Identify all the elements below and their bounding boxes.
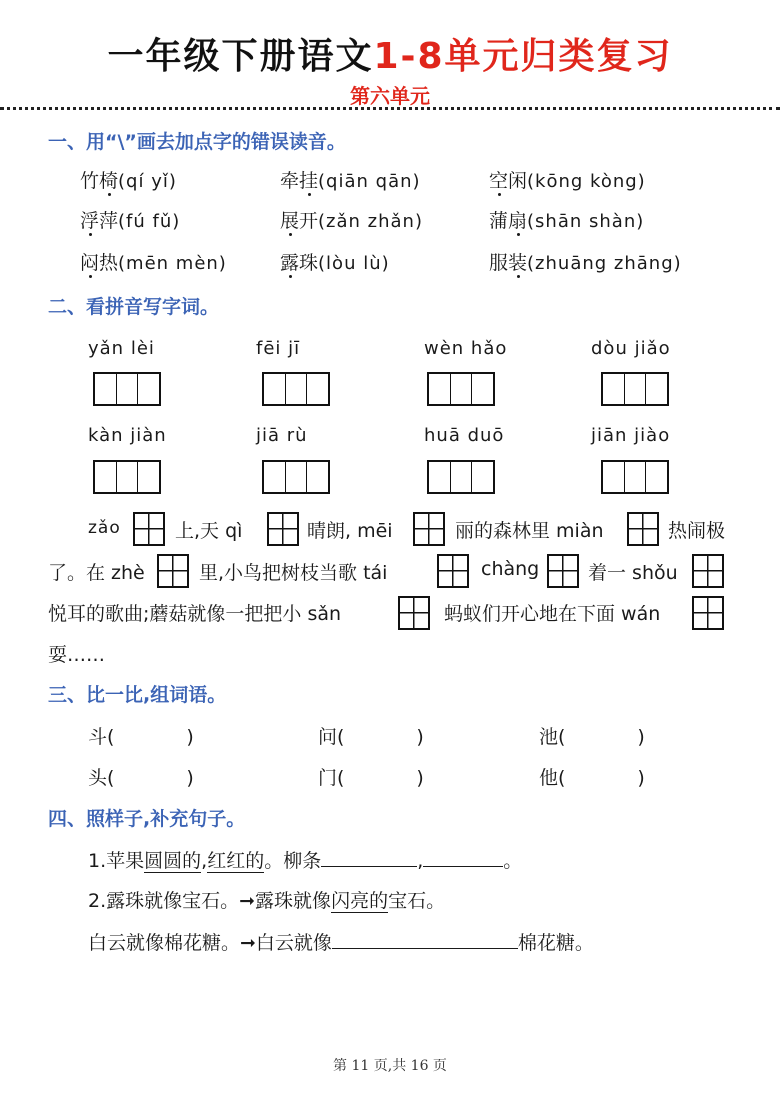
dotted-divider — [0, 107, 780, 110]
compare-word-item — [88, 722, 194, 749]
passage-text: zǎo — [88, 518, 121, 538]
grid-cell[interactable] — [264, 374, 286, 404]
close-paren: ) — [416, 767, 424, 789]
grid-cell[interactable] — [625, 374, 647, 404]
tian-grid-box[interactable] — [413, 512, 445, 546]
close-paren: ) — [186, 767, 194, 789]
dotted-char: 挂 — [299, 170, 319, 192]
grid-cell[interactable] — [117, 462, 139, 492]
word-char: 热 — [99, 252, 119, 274]
tian-grid-box[interactable] — [692, 596, 724, 630]
q1-underlined: 圆圆的 — [144, 850, 202, 872]
passage-text: chàng — [481, 558, 540, 580]
grid-cell[interactable] — [429, 374, 451, 404]
pinyin-prompt: kàn jiàn — [88, 425, 167, 446]
page-title — [0, 28, 780, 79]
passage-line-1 — [88, 516, 121, 538]
word-char: 竹 — [80, 170, 100, 192]
writing-grid[interactable] — [601, 460, 669, 494]
word-char: 萍 — [99, 210, 119, 232]
compare-word-item — [539, 722, 645, 749]
writing-grid[interactable] — [601, 372, 669, 406]
passage-text: 了。在 zhè — [48, 562, 145, 584]
pinyin-choice-item — [80, 166, 177, 193]
grid-cell[interactable] — [603, 462, 625, 492]
passage-text: 着一 shǒu — [588, 562, 678, 584]
pinyin-prompt: yǎn lèi — [88, 338, 155, 359]
passage-text: 里,小鸟把树枝当歌 tái — [199, 562, 388, 584]
title-red-part: 1-8单元归类复习 — [373, 36, 673, 77]
passage-text: 丽的森林里 miàn — [455, 520, 604, 542]
grid-cell[interactable] — [472, 462, 493, 492]
compare-char: 头( — [88, 767, 115, 789]
grid-cell[interactable] — [138, 462, 159, 492]
word-char: 蒲 — [489, 210, 509, 232]
tian-grid-box[interactable] — [133, 512, 165, 546]
grid-cell[interactable] — [472, 374, 493, 404]
dotted-char: 扇 — [508, 210, 528, 232]
tian-grid-box[interactable] — [692, 554, 724, 588]
item-word — [489, 210, 527, 232]
passage-text: 悦耳的歌曲;蘑菇就像一把把小 sǎn — [48, 603, 342, 625]
q2-text: 宝石。 — [388, 890, 446, 912]
item-word — [489, 252, 527, 274]
q1-text: 。 — [503, 850, 523, 872]
grid-cell[interactable] — [286, 374, 308, 404]
writing-grid[interactable] — [427, 372, 495, 406]
answer-blank[interactable] — [321, 848, 417, 867]
passage-text: 晴朗, mēi — [307, 520, 393, 542]
title-black-part: 一年级下册语文 — [107, 36, 374, 77]
pinyin-choice-item — [80, 248, 227, 275]
close-paren: ) — [416, 726, 424, 748]
section2-heading: 二、看拼音写字词。 — [48, 296, 220, 318]
q2-underlined: 闪亮的 — [331, 890, 389, 912]
writing-grid[interactable] — [262, 372, 330, 406]
item-pinyin-options[interactable]: (qiān qān) — [318, 171, 421, 192]
q3-text: 白云就像棉花糖。➞白云就像 — [88, 932, 332, 954]
word-char: 闲 — [508, 170, 528, 192]
pinyin-choice-item — [489, 248, 682, 275]
section3-heading: 三、比一比,组词语。 — [48, 684, 227, 706]
pinyin-prompt: wèn hǎo — [424, 338, 508, 359]
word-char: 牵 — [280, 170, 300, 192]
grid-cell[interactable] — [603, 374, 625, 404]
dotted-char: 装 — [508, 252, 528, 274]
passage-text: 上,天 qì — [175, 520, 243, 542]
writing-grid[interactable] — [93, 372, 161, 406]
page-footer: 第 11 页,共 16 页 — [333, 1058, 447, 1074]
item-word — [280, 252, 318, 274]
compare-word-item — [318, 722, 424, 749]
q1-text: , — [201, 850, 208, 872]
dotted-char: 浮 — [80, 210, 100, 232]
dotted-char: 闷 — [80, 252, 100, 274]
item-word — [489, 170, 527, 192]
pinyin-choice-item — [489, 206, 644, 233]
section4-heading: 四、照样子,补充句子。 — [48, 808, 246, 830]
tian-grid-box[interactable] — [398, 596, 430, 630]
item-pinyin-options[interactable]: (fú fǔ) — [118, 211, 181, 232]
word-char: 开 — [299, 210, 319, 232]
grid-cell[interactable] — [646, 374, 667, 404]
sentence-q2 — [88, 886, 445, 913]
pinyin-choice-item — [80, 206, 180, 233]
q1-text: 。柳条 — [264, 850, 322, 872]
grid-cell[interactable] — [451, 374, 473, 404]
q3-text: 棉花糖。 — [517, 932, 594, 954]
compare-char: 他( — [539, 767, 566, 789]
q1-text: , — [417, 850, 424, 872]
item-word — [80, 252, 118, 274]
item-word — [80, 170, 118, 192]
passage-text: 热闹极 — [668, 520, 726, 542]
item-pinyin-options[interactable]: (lòu lù) — [318, 253, 390, 274]
q1-text: 1.苹果 — [88, 850, 145, 872]
passage-text: 耍…… — [48, 644, 106, 666]
tian-grid-box[interactable] — [547, 554, 579, 588]
grid-cell[interactable] — [264, 462, 286, 492]
grid-cell[interactable] — [625, 462, 647, 492]
pinyin-prompt: jiā rù — [256, 425, 308, 446]
tian-grid-box[interactable] — [627, 512, 659, 546]
item-pinyin-options[interactable]: (zǎn zhǎn) — [318, 211, 423, 232]
grid-cell[interactable] — [307, 462, 328, 492]
item-pinyin-options[interactable]: (shān shàn) — [527, 211, 645, 232]
pinyin-prompt: jiān jiào — [591, 425, 671, 446]
tian-grid-box[interactable] — [157, 554, 189, 588]
compare-char: 问( — [318, 726, 345, 748]
writing-grid[interactable] — [427, 460, 495, 494]
grid-cell[interactable] — [451, 462, 473, 492]
item-word — [280, 170, 318, 192]
pinyin-choice-item — [280, 206, 423, 233]
q2-text: 2.露珠就像宝石。➞露珠就像 — [88, 890, 332, 912]
grid-cell[interactable] — [138, 374, 159, 404]
pinyin-choice-item — [280, 166, 421, 193]
sentence-q1 — [88, 846, 522, 873]
pinyin-choice-item — [489, 166, 646, 193]
compare-char: 斗( — [88, 726, 115, 748]
item-word — [280, 210, 318, 232]
dotted-char: 展 — [280, 210, 300, 232]
compare-word-item — [539, 763, 645, 790]
compare-char: 池( — [539, 726, 566, 748]
sentence-q3 — [88, 928, 594, 955]
pinyin-prompt: dòu jiǎo — [591, 338, 671, 359]
item-pinyin-options[interactable]: (mēn mèn) — [118, 253, 227, 274]
word-char: 珠 — [299, 252, 319, 274]
compare-char: 门( — [318, 767, 345, 789]
answer-blank[interactable] — [332, 930, 518, 949]
grid-cell[interactable] — [95, 462, 117, 492]
dotted-char: 空 — [489, 170, 509, 192]
word-char: 服 — [489, 252, 509, 274]
compare-word-item — [88, 763, 194, 790]
item-pinyin-options[interactable]: (kōng kòng) — [527, 171, 646, 192]
tian-grid-box[interactable] — [437, 554, 469, 588]
item-word — [80, 210, 118, 232]
passage-text: 蚂蚁们开心地在下面 wán — [444, 603, 661, 625]
grid-cell[interactable] — [429, 462, 451, 492]
writing-grid[interactable] — [262, 460, 330, 494]
writing-grid[interactable] — [93, 460, 161, 494]
grid-cell[interactable] — [646, 462, 667, 492]
dotted-char: 露 — [280, 252, 300, 274]
close-paren: ) — [637, 767, 645, 789]
grid-cell[interactable] — [307, 374, 328, 404]
item-pinyin-options[interactable]: (qí yǐ) — [118, 171, 177, 192]
pinyin-choice-item — [280, 248, 390, 275]
close-paren: ) — [637, 726, 645, 748]
item-pinyin-options[interactable]: (zhuāng zhāng) — [527, 253, 682, 274]
dotted-char: 椅 — [99, 170, 119, 192]
tian-grid-box[interactable] — [267, 512, 299, 546]
pinyin-prompt: fēi jī — [256, 338, 301, 359]
grid-cell[interactable] — [95, 374, 117, 404]
section1-heading: 一、用“\”画去加点字的错误读音。 — [48, 131, 346, 153]
compare-word-item — [318, 763, 424, 790]
grid-cell[interactable] — [286, 462, 308, 492]
close-paren: ) — [186, 726, 194, 748]
answer-blank[interactable] — [423, 848, 503, 867]
grid-cell[interactable] — [117, 374, 139, 404]
pinyin-prompt: huā duō — [424, 425, 505, 446]
q1-underlined: 红红的 — [207, 850, 265, 872]
unit-subtitle: 第六单元 — [350, 84, 430, 108]
